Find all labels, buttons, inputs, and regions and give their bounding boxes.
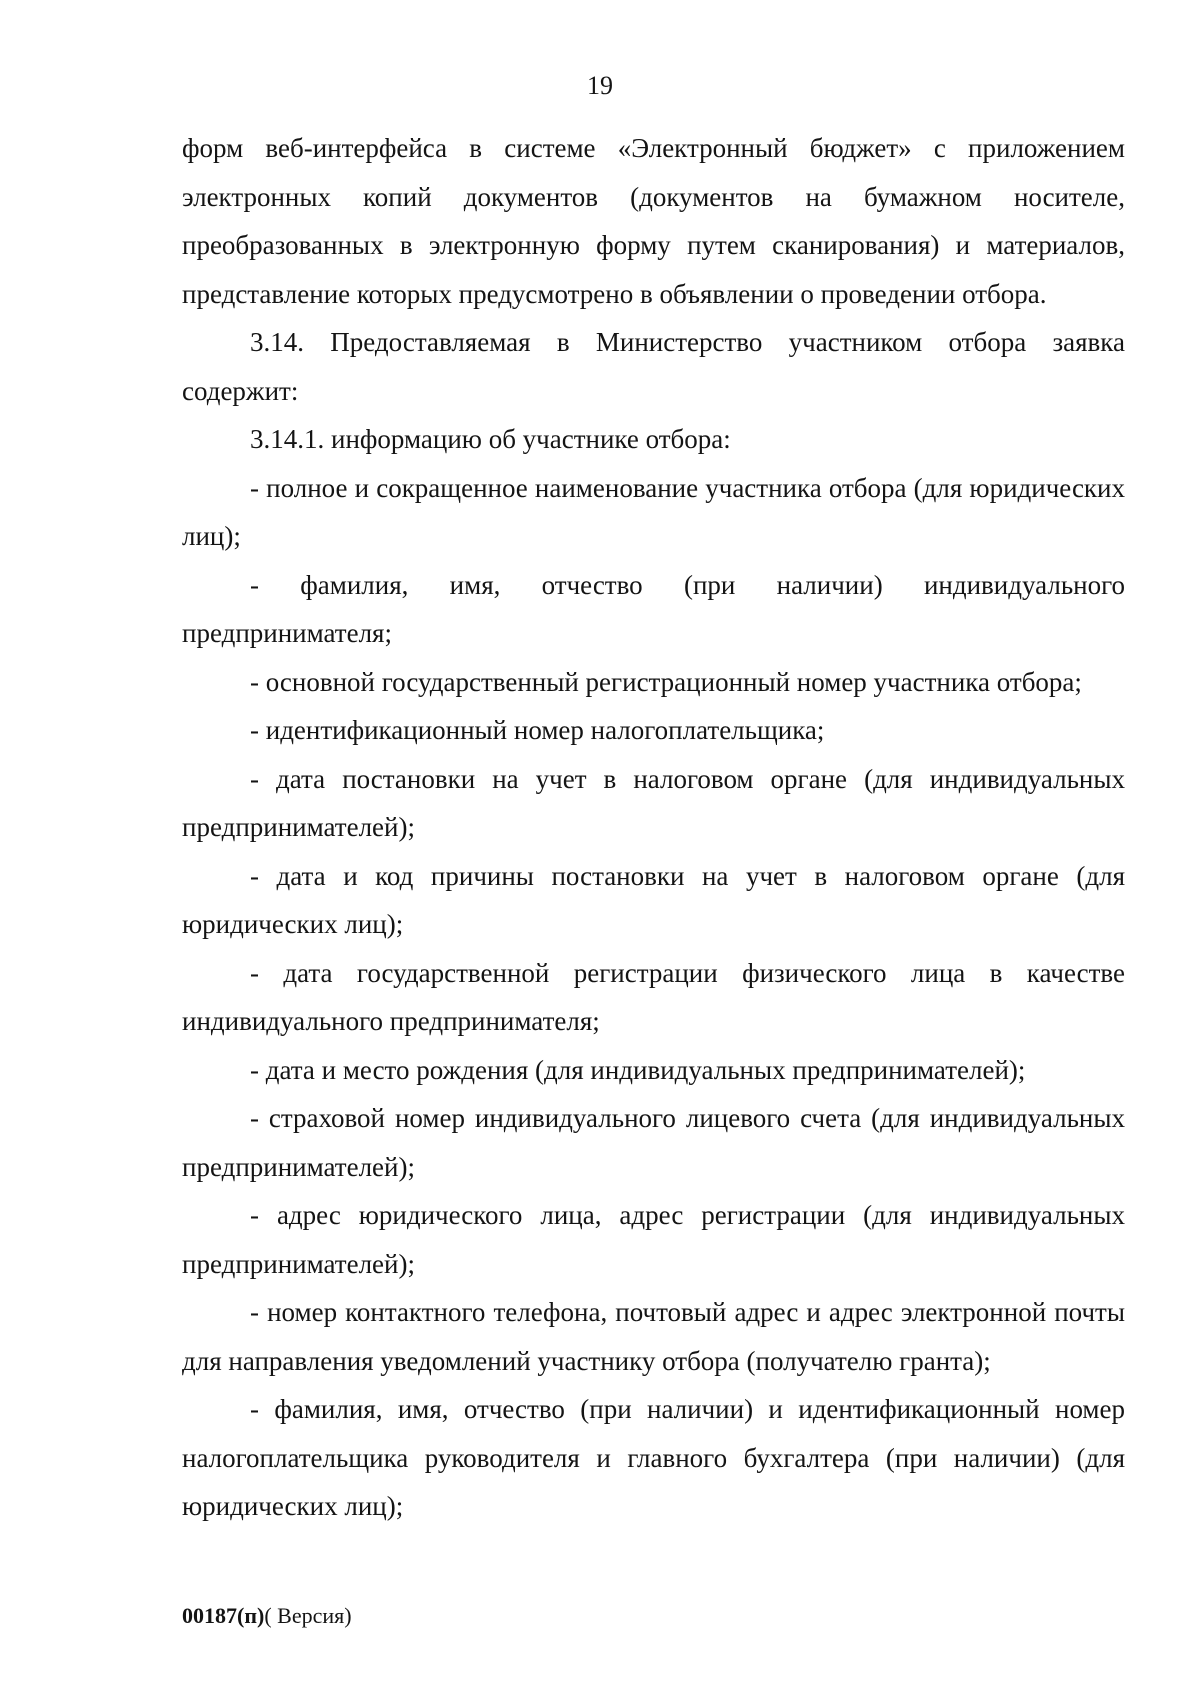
document-version: ( Версия): [264, 1603, 352, 1628]
list-item-contacts: - номер контактного телефона, почтовый адрес и адрес электронной почты для направления уведомлений участнику отбора (получателю гранта);: [182, 1297, 1125, 1376]
list-item-kpp: - дата и код причины постановки на учет в налоговом органе (для юридических лиц);: [182, 860, 1125, 939]
document-body: [182, 124, 1125, 1531]
document-footer: [182, 1603, 352, 1629]
list-item-head-accountant: - фамилия, имя, отчество (при наличии) и идентификационный номер налогоплательщика руководителя и главного бухгалтера (при наличии) (для юридических лиц);: [182, 1394, 1125, 1521]
paragraph-continuation: форм веб-интерфейса в системе «Электронный бюджет» с приложением электронных копий документов (документов на бумажном носителе, преобразованных в электронную форму путем сканирования) и материалов, представление которых предусмотрено в объявлении о проведении отбора.: [182, 133, 1125, 309]
list-item-state-registration-date: - дата государственной регистрации физического лица в качестве индивидуального предпринимателя;: [182, 957, 1125, 1036]
list-item-snils: - страховой номер индивидуального лицевого счета (для индивидуальных предпринимателей);: [182, 1103, 1125, 1182]
list-item-birth-date-place: - дата и место рождения (для индивидуальных предпринимателей);: [250, 1054, 1026, 1085]
list-item-full-name: - полное и сокращенное наименование участника отбора (для юридических лиц);: [182, 472, 1125, 551]
list-item-address: - адрес юридического лица, адрес регистрации (для индивидуальных предпринимателей);: [182, 1200, 1125, 1279]
list-item-tax-registration-date: - дата постановки на учет в налоговом органе (для индивидуальных предпринимателей);: [182, 763, 1125, 842]
page-number: 19: [587, 71, 613, 100]
document-code: 00187(п): [182, 1603, 265, 1628]
list-item-ogrn: - основной государственный регистрационный номер участника отбора;: [250, 666, 1082, 697]
paragraph-3-14: 3.14. Предоставляемая в Министерство участником отбора заявка содержит:: [182, 327, 1125, 406]
list-item-entrepreneur-name: - фамилия, имя, отчество (при наличии) индивидуального предпринимателя;: [182, 569, 1125, 648]
list-item-inn: - идентификационный номер налогоплательщика;: [250, 715, 825, 745]
paragraph-3-14-1: 3.14.1. информацию об участнике отбора:: [250, 424, 731, 454]
